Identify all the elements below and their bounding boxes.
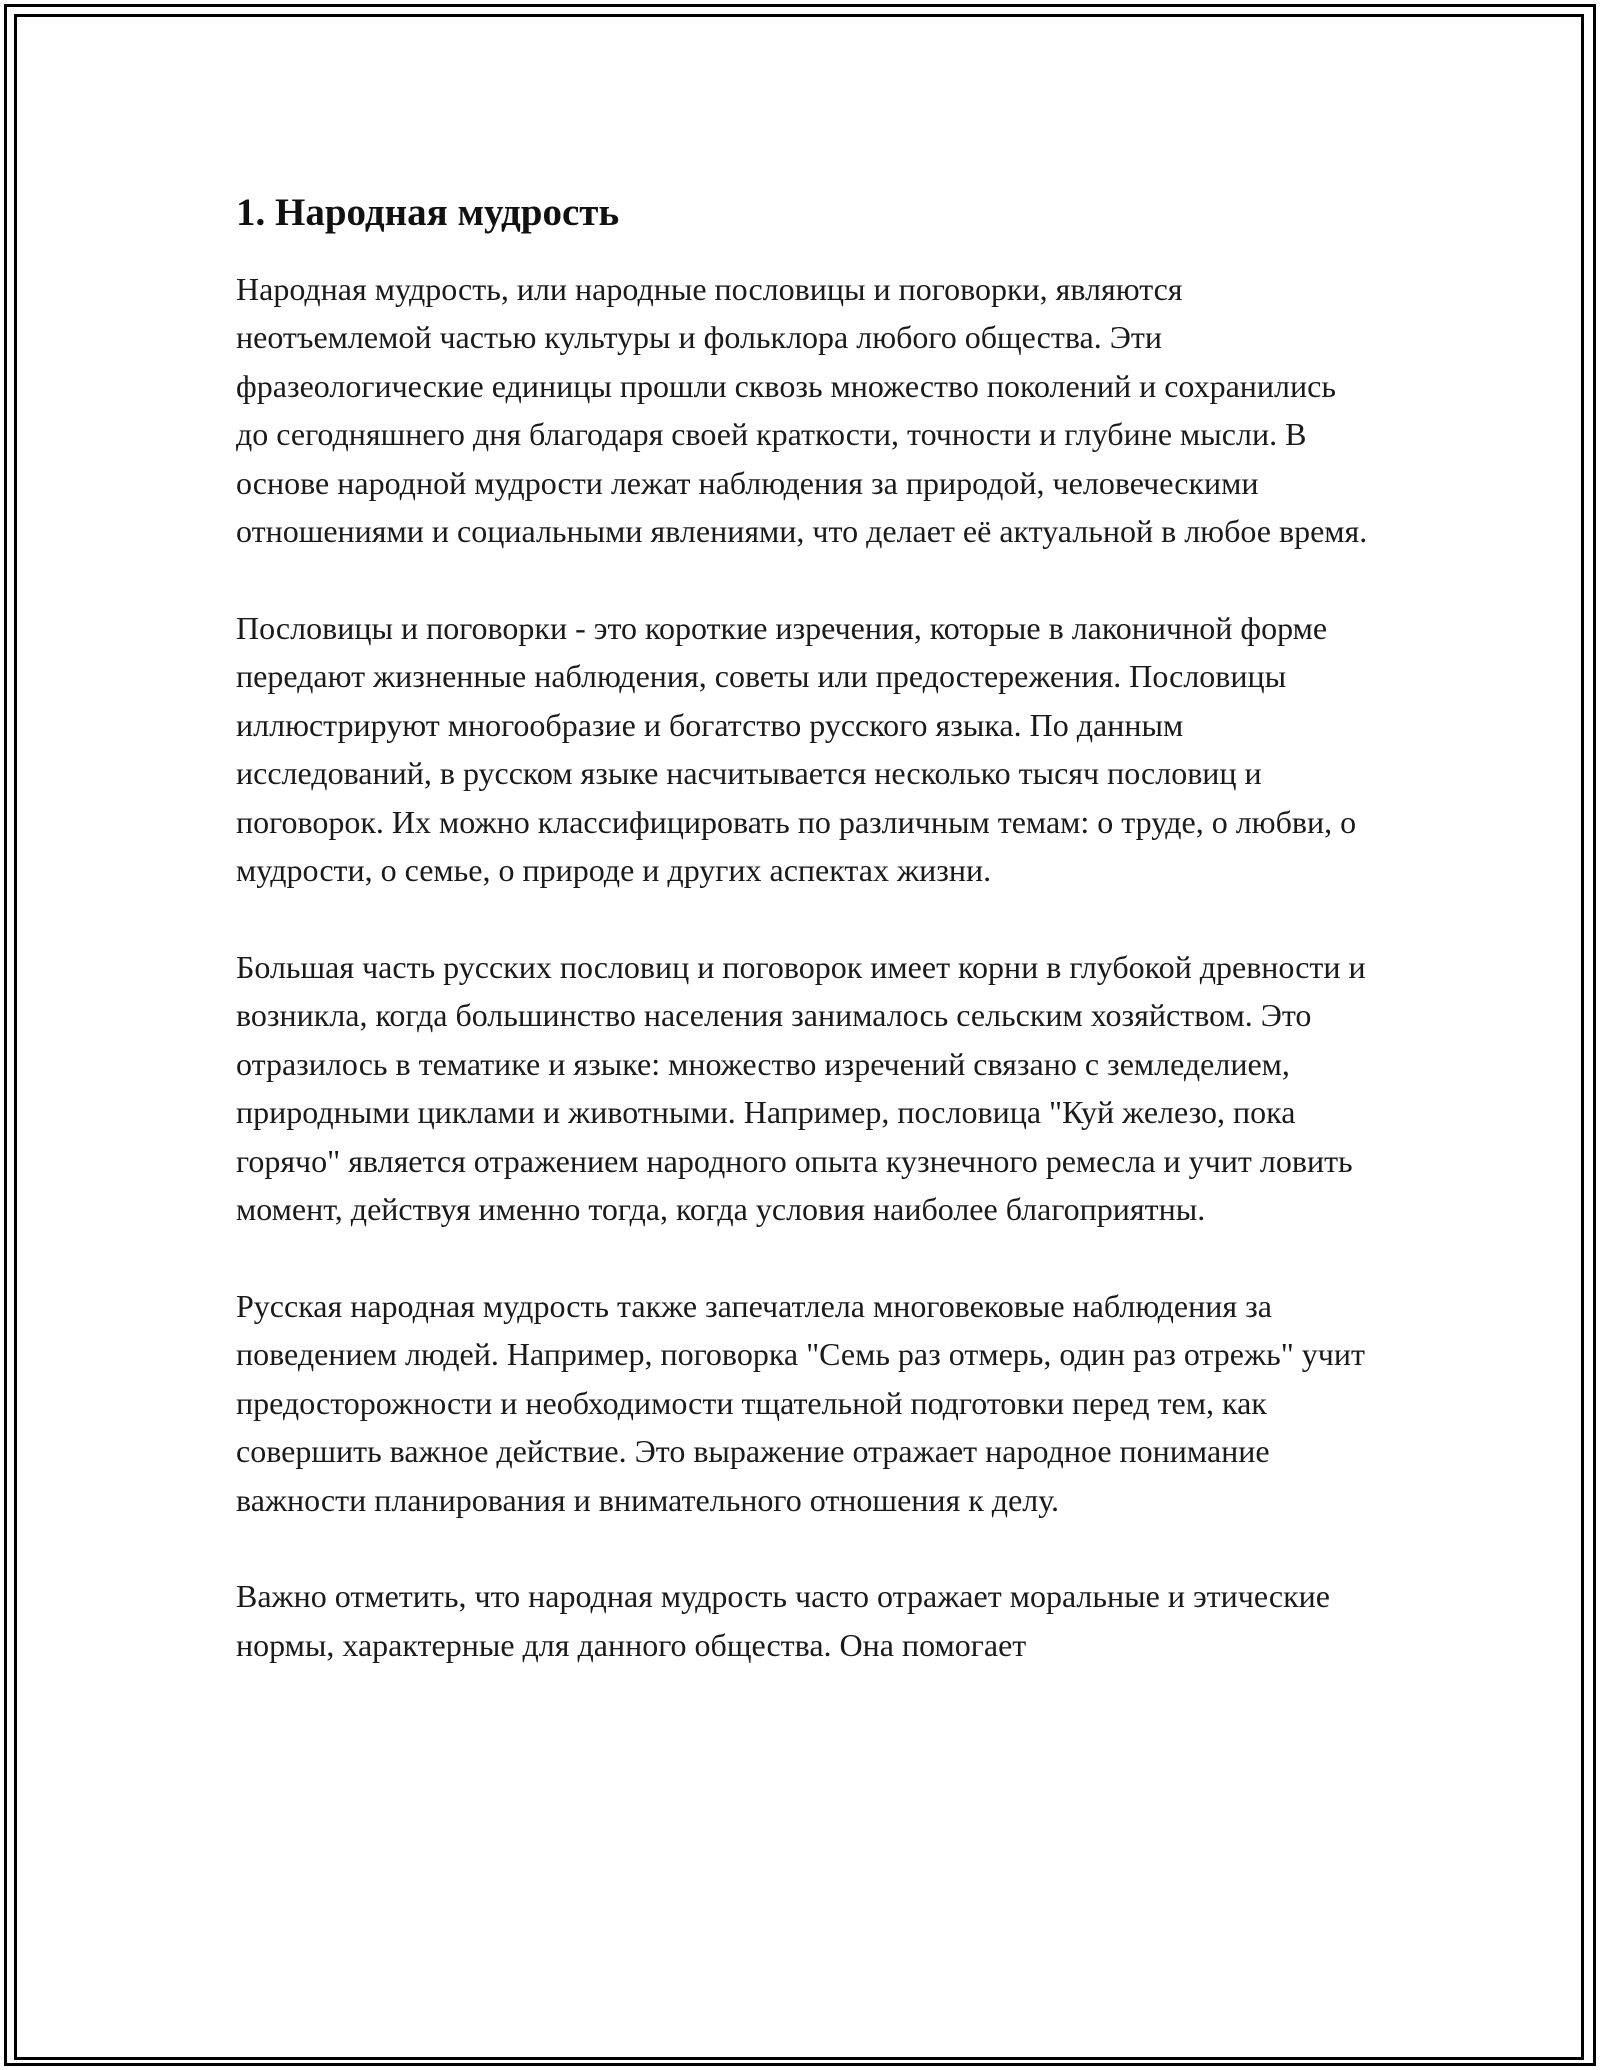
paragraph-3: Большая часть русских пословиц и поговорок имеет корни в глубокой древности и возникла, когда большинство населения занималось сельским хозяйством. Это отразилось в тематике и языке: множество изречений связано с земледелием, природными циклами и животными. Например, пословица "Куй железо, пока горячо" является отражением народного опыта кузнечного ремесла и учит ловить момент, действуя именно тогда, когда условия наиболее благоприятны. <box>236 948 1366 1228</box>
paragraph-4: Русская народная мудрость также запечатлела многовековые наблюдения за поведением людей. Например, поговорка "Семь раз отмерь, один раз отрежь" учит предосторожности и необходимости тщательной подготовки перед тем, как совершить важное действие. Это выражение отражает народное понимание важности планирования и внимательного отношения к делу. <box>236 1287 1365 1518</box>
section-heading: 1. Народная мудрость <box>236 191 620 234</box>
document-body <box>236 190 1376 1717</box>
paragraph-5: Важно отметить, что народная мудрость часто отражает моральные и этические нормы, характерные для данного общества. Она помогает <box>236 1578 1330 1663</box>
paragraph-1: Народная мудрость, или народные пословицы и поговорки, являются неотъемлемой частью культуры и фольклора любого общества. Эти фразеологические единицы прошли сквозь множество поколений и сохранились до сегодняшнего дня благодаря своей краткости, точности и глубине мысли. В основе народной мудрости лежат наблюдения за природой, человеческими отношениями и социальными явлениями, что делает её актуальной в любое время. <box>236 270 1368 550</box>
paragraph-2: Пословицы и поговорки - это короткие изречения, которые в лаконичной форме передают жизненные наблюдения, советы или предостережения. Пословицы иллюстрируют многообразие и богатство русского языка. По данным исследований, в русском языке насчитывается несколько тысяч пословиц и поговорок. Их можно классифицировать по различным темам: о труде, о любви, о мудрости, о семье, о природе и других аспектах жизни. <box>236 609 1357 889</box>
